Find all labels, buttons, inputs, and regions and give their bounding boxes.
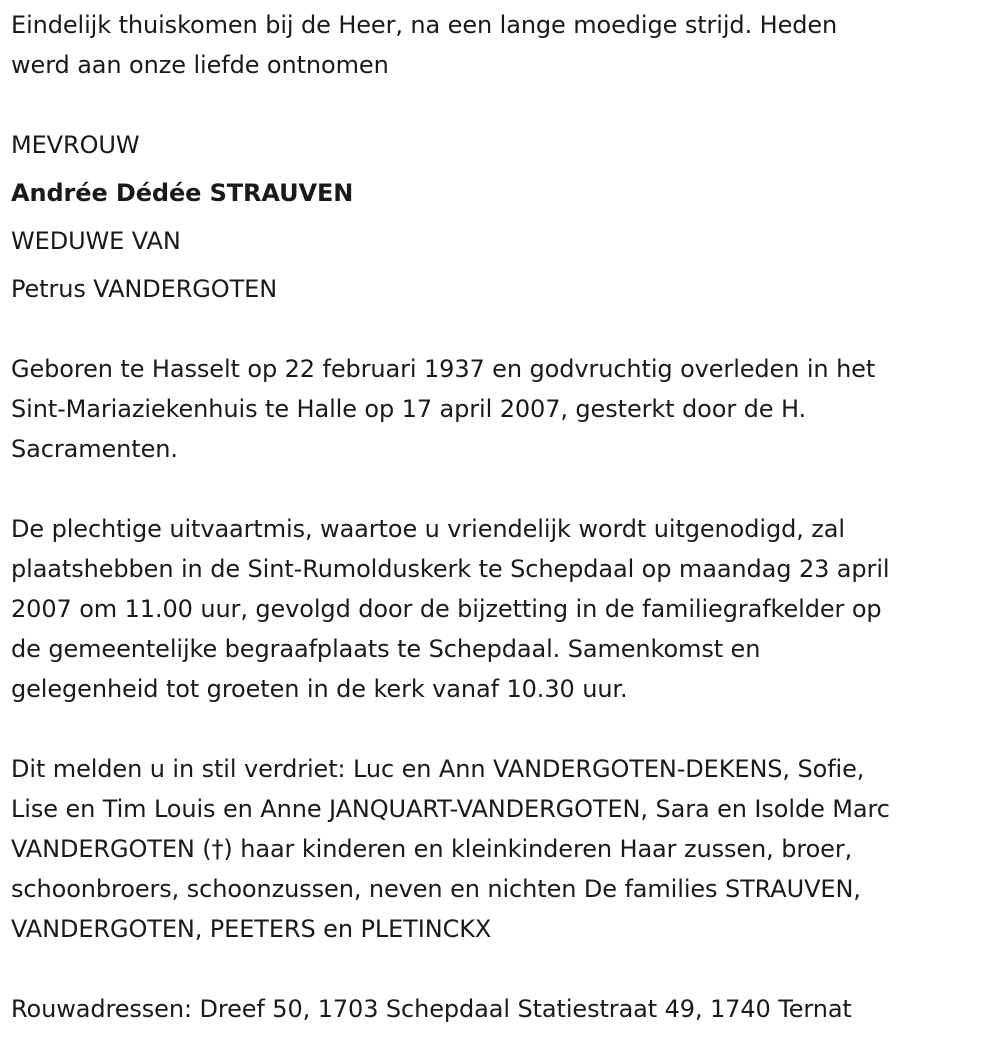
deceased-name: Andrée Dédée STRAUVEN <box>11 179 354 207</box>
announcement-line-4: schoonbroers, schoonzussen, neven en nichten De families STRAUVEN, <box>11 875 861 903</box>
announcement-line-3: VANDERGOTEN (†) haar kinderen en kleinkinderen Haar zussen, broer, <box>11 835 853 863</box>
birth-death-line-3: Sacramenten. <box>11 435 178 463</box>
birth-death-line-1: Geboren te Hasselt op 22 februari 1937 en godvruchtig overleden in het <box>11 355 876 383</box>
funeral-line-5: gelegenheid tot groeten in de kerk vanaf 10.30 uur. <box>11 675 628 703</box>
funeral-line-3: 2007 om 11.00 uur, gevolgd door de bijzetting in de familiegrafkelder op <box>11 595 882 623</box>
announcement-line-1: Dit melden u in stil verdriet: Luc en Ann VANDERGOTEN-DEKENS, Sofie, <box>11 755 865 783</box>
birth-death-line-2: Sint-Mariaziekenhuis te Halle op 17 april 2007, gesterkt door de H. <box>11 395 806 423</box>
announcement-line-2: Lise en Tim Louis en Anne JANQUART-VANDERGOTEN, Sara en Isolde Marc <box>11 795 890 823</box>
intro-line-1: Eindelijk thuiskomen bij de Heer, na een lange moedige strijd. Heden <box>11 11 838 39</box>
funeral-line-4: de gemeentelijke begraafplaats te Schepdaal. Samenkomst en <box>11 635 761 663</box>
funeral-line-1: De plechtige uitvaartmis, waartoe u vriendelijk wordt uitgenodigd, zal <box>11 515 845 543</box>
spouse-name: Petrus VANDERGOTEN <box>11 275 278 303</box>
funeral-line-2: plaatshebben in de Sint-Rumolduskerk te Schepdaal op maandag 23 april <box>11 555 890 583</box>
relation: WEDUWE VAN <box>11 227 181 255</box>
addresses: Rouwadressen: Dreef 50, 1703 Schepdaal Statiestraat 49, 1740 Ternat <box>11 995 852 1023</box>
title: MEVROUW <box>11 131 140 159</box>
announcement-line-5: VANDERGOTEN, PEETERS en PLETINCKX <box>11 915 492 943</box>
intro-line-2: werd aan onze liefde ontnomen <box>11 51 389 79</box>
